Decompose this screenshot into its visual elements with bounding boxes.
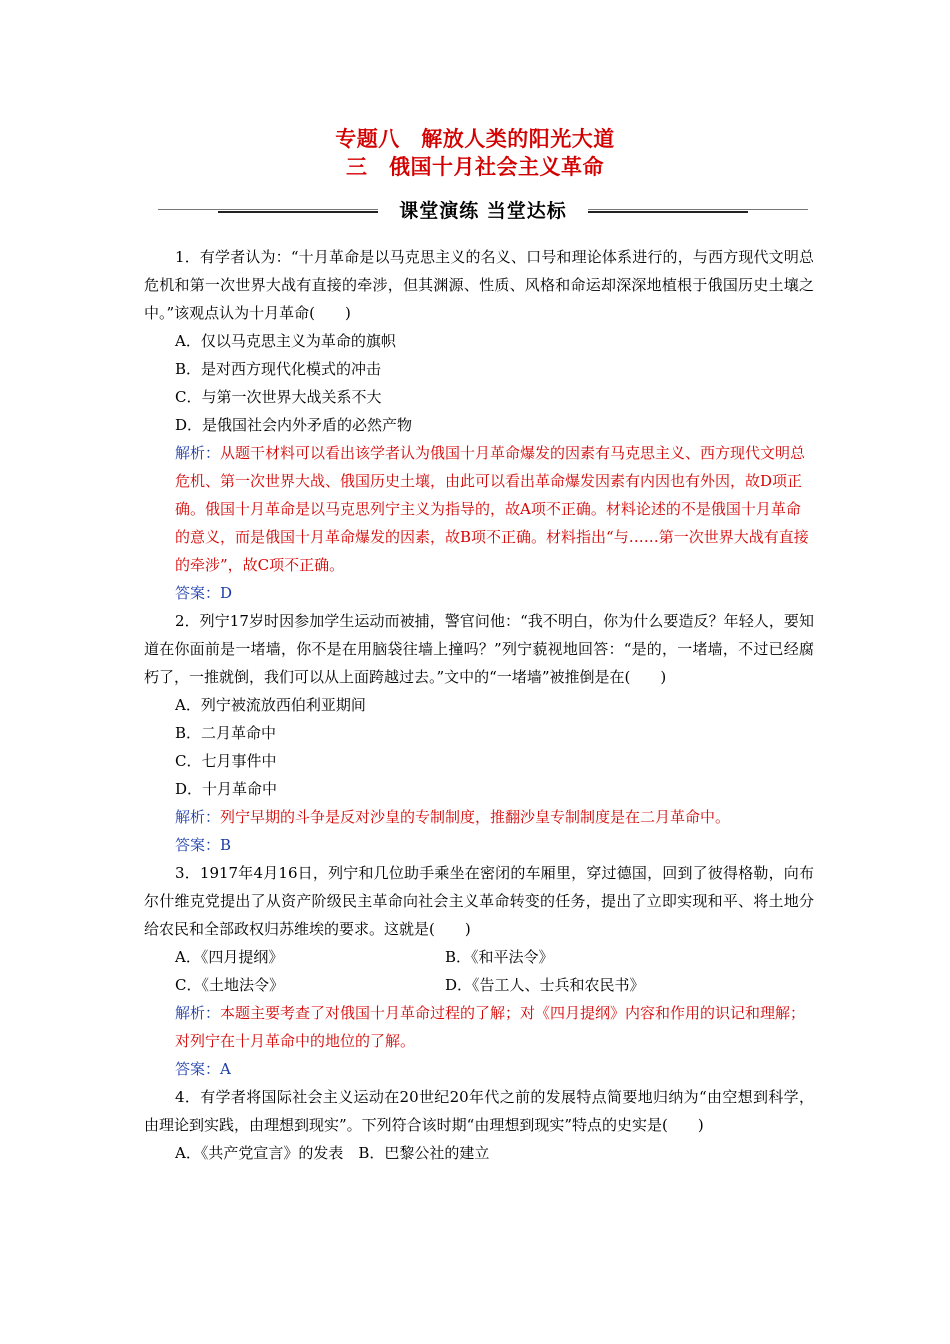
option: A．仅以马克思主义为革命的旗帜 (175, 332, 396, 350)
question-stem: 1．有学者认为：“十月革命是以马克思主义的名义、口号和理论体系进行的，与西方现代文明总危机和第一次世界大战有直接的牵涉，但其渊源、性质、风格和命运却深深地植根于俄国历史土壤之中。”该观点认为十月革命( ) (144, 248, 814, 322)
analysis (144, 999, 814, 1055)
analysis-text: 从题干材料可以看出该学者认为俄国十月革命爆发的因素有马克思主义、西方现代文明总危机、第一次世界大战、俄国历史土壤，由此可以看出革命爆发因素有内因也有外因，故D项正确。俄国十月革命是以马克思列宁主义为指导的，故A项不正确。材料论述的不是俄国十月革命的意义，而是俄国十月革命爆发的因素，故B项不正确。材料指出“与……第一次世界大战有直接的牵涉”，故C项不正确。 (175, 444, 809, 574)
banner-label: 课堂演练 当堂达标 (399, 200, 567, 222)
option: C．七月事件中 (175, 752, 277, 770)
option: B．二月革命中 (175, 724, 277, 742)
option-row (144, 971, 814, 999)
analysis-label: 解析： (175, 808, 221, 826)
question-stem: 3．1917年4月16日，列宁和几位助手乘坐在密闭的车厢里，穿过德国，回到了彼得格勒，向布尔什维克党提出了从资产阶级民主革命向社会主义革命转变的任务，提出了立即实现和平、将土地分给农民和全部政权归苏维埃的要求。这就是( ) (144, 864, 814, 938)
option: B．是对西方现代化模式的冲击 (175, 360, 382, 378)
option: D．是俄国社会内外矛盾的必然产物 (175, 416, 413, 434)
chapter-title: 专题八 解放人类的阳光大道 (335, 127, 615, 151)
analysis-text: 本题主要考查了对俄国十月革命过程的了解；对《四月提纲》内容和作用的识记和理解；对列宁在十月革命中的地位的了解。 (175, 1004, 806, 1050)
section-banner (158, 196, 808, 222)
answer: 答案：D (175, 584, 233, 602)
section-title: 三 俄国十月社会主义革命 (346, 155, 604, 179)
option: A．列宁被流放西伯利亚期间 (175, 696, 366, 714)
option-row (144, 943, 814, 971)
question-stem: 4．有学者将国际社会主义运动在20世纪20年代之前的发展特点简要地归纳为“由空想到科学，由理论到实践，由理想到现实”。下列符合该时期“由理想到现实”特点的史实是( ) (144, 1088, 814, 1134)
question-stem: 2．列宁17岁时因参加学生运动而被捕，警官问他：“我不明白，你为什么要造反？年轻人，要知道在你面前是一堵墙，你不是在用脑袋往墙上撞吗？”列宁藐视地回答：“是的，一堵墙，不过已经腐朽了，一推就倒，我们可以从上面跨越过去。”文中的“一堵墙”被推倒是在( ) (144, 612, 814, 686)
analysis (144, 803, 814, 831)
option: A．《四月提纲》 (175, 948, 284, 966)
option: D．《告工人、士兵和农民书》 (445, 976, 645, 994)
answer: 答案：A (175, 1060, 231, 1078)
option: C．《土地法令》 (175, 976, 284, 994)
option: B．《和平法令》 (445, 948, 554, 966)
option: C．与第一次世界大战关系不大 (175, 388, 382, 406)
answer: 答案：B (175, 836, 232, 854)
analysis-label: 解析： (175, 1004, 221, 1022)
option: D．十月革命中 (175, 780, 278, 798)
analysis-label: 解析： (175, 444, 221, 462)
exercise-content (144, 243, 814, 1167)
option-row: A．《共产党宣言》的发表 B．巴黎公社的建立 (175, 1144, 490, 1162)
analysis-text: 列宁早期的斗争是反对沙皇的专制制度，推翻沙皇专制制度是在二月革命中。 (220, 808, 731, 826)
analysis (144, 439, 814, 579)
